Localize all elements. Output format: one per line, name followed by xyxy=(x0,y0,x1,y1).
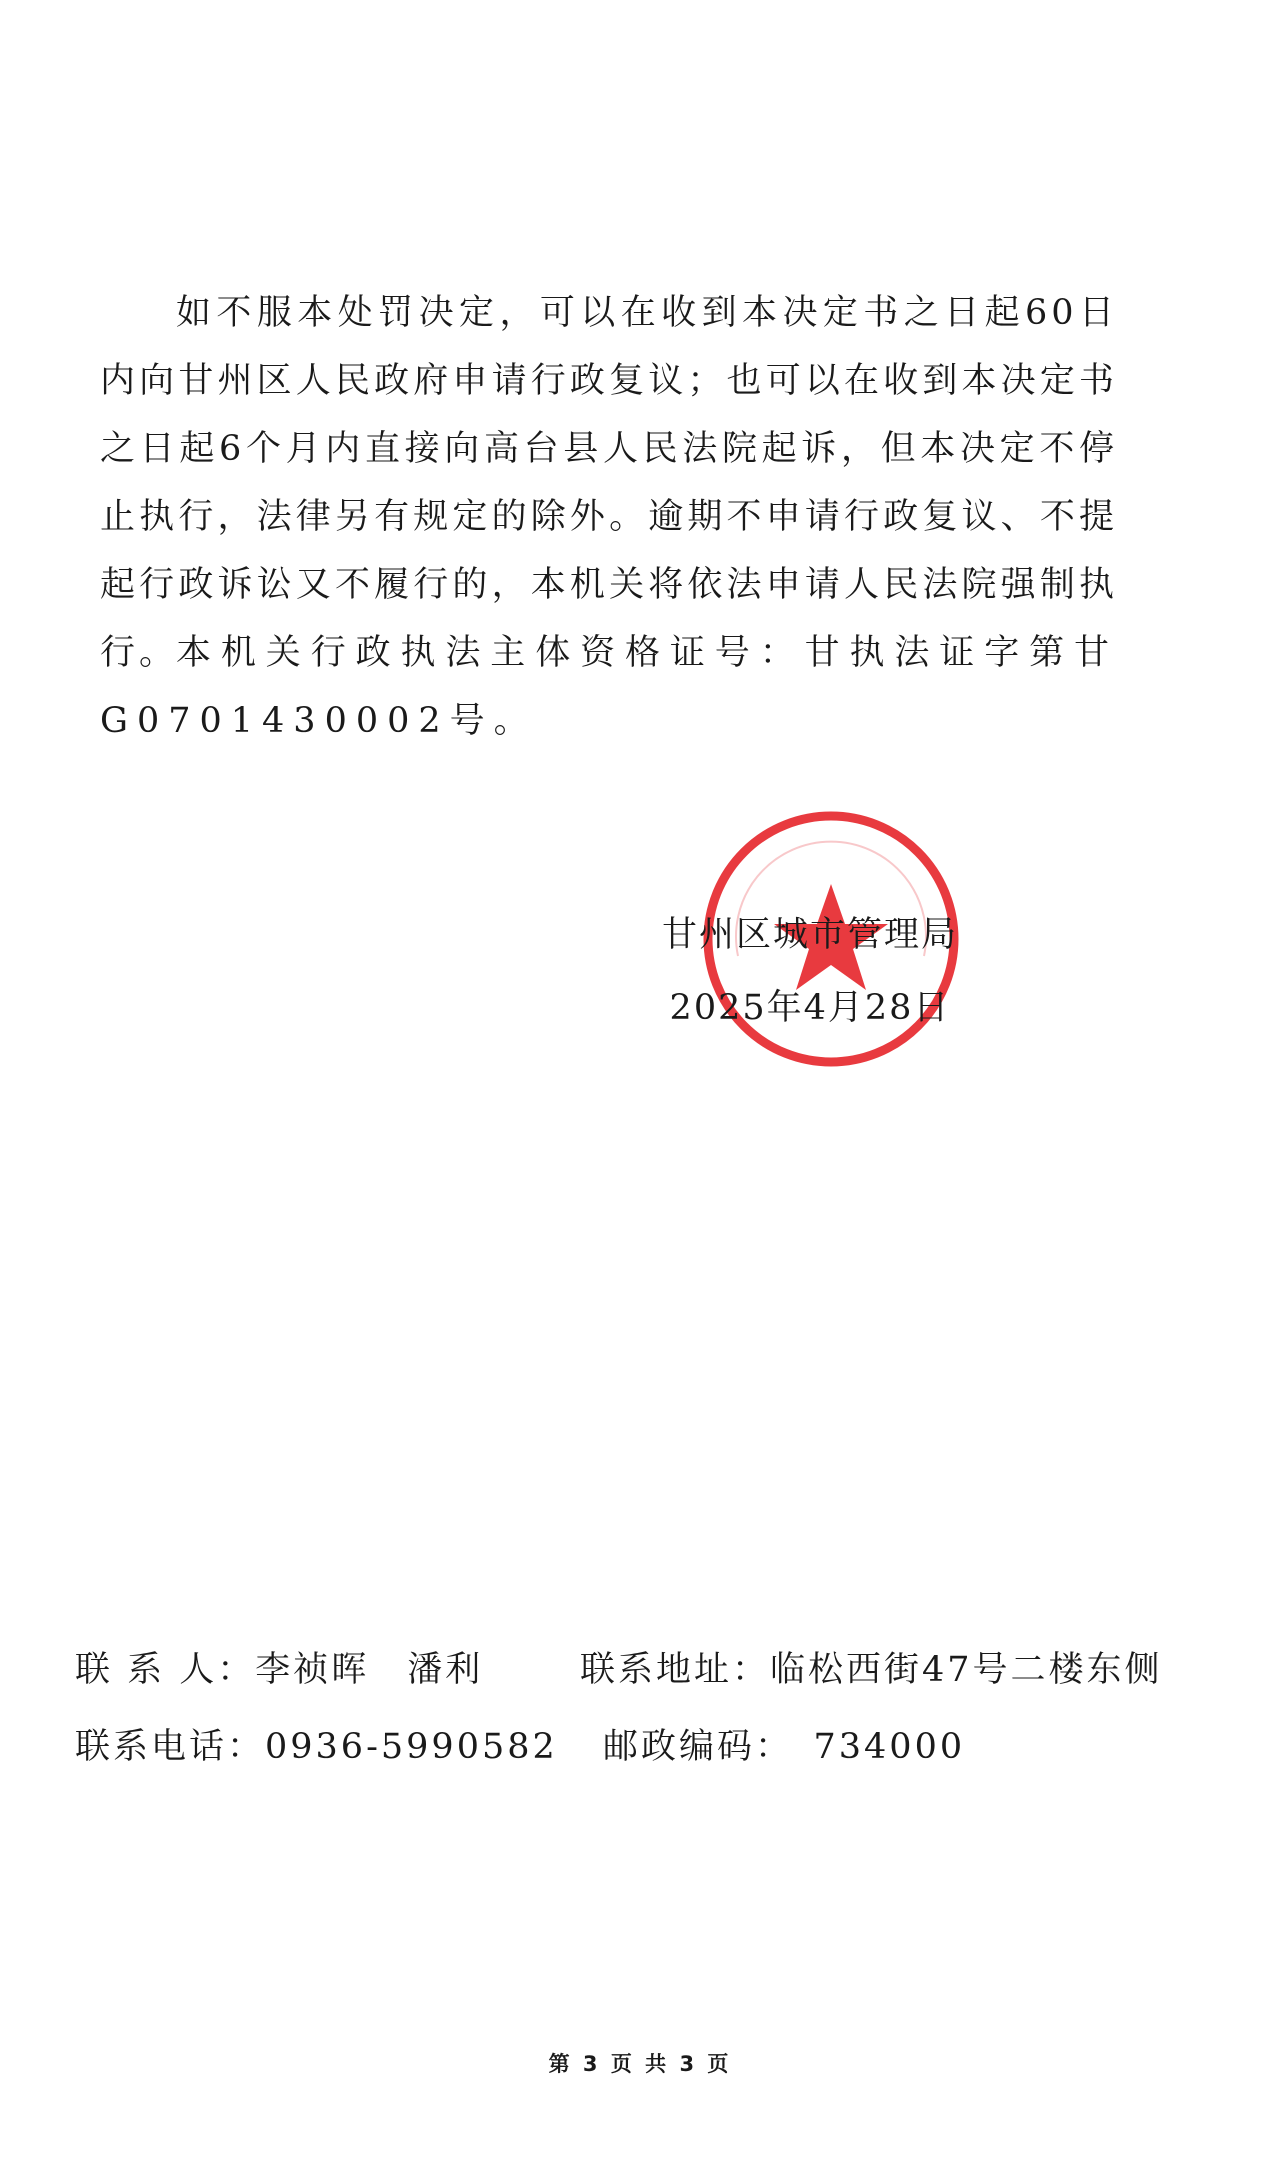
contact-phone: 联系电话：0936-5990582 xyxy=(75,1727,558,1767)
postal-code: 邮政编码： 734000 xyxy=(603,1727,966,1767)
contact-address: 联系地址：临松西街47号二楼东侧 xyxy=(580,1650,1163,1690)
page-number: 第 3 页 共 3 页 xyxy=(548,2052,732,2076)
license-paragraph: 本机关行政执法主体资格证号：甘执法证字第甘G0701430002号。 xyxy=(100,633,1118,741)
contact-person: 联 系 人：李祯晖 潘利 xyxy=(75,1650,484,1690)
appeal-paragraph: 如不服本处罚决定，可以在收到本决定书之日起60日内向甘州区人民政府申请行政复议；也可以在收到本决定书之日起6个月内直接向高台县人民法院起诉，但本决定不停止执行，法律另有规定的除外。逾期不申请行政复议、不提起行政诉讼又不履行的，本机关将依法申请人民法院强制执行。 xyxy=(100,293,1118,673)
issuing-organization: 甘州区城市管理局 xyxy=(661,915,958,955)
issue-date: 2025年4月28日 xyxy=(669,988,951,1028)
